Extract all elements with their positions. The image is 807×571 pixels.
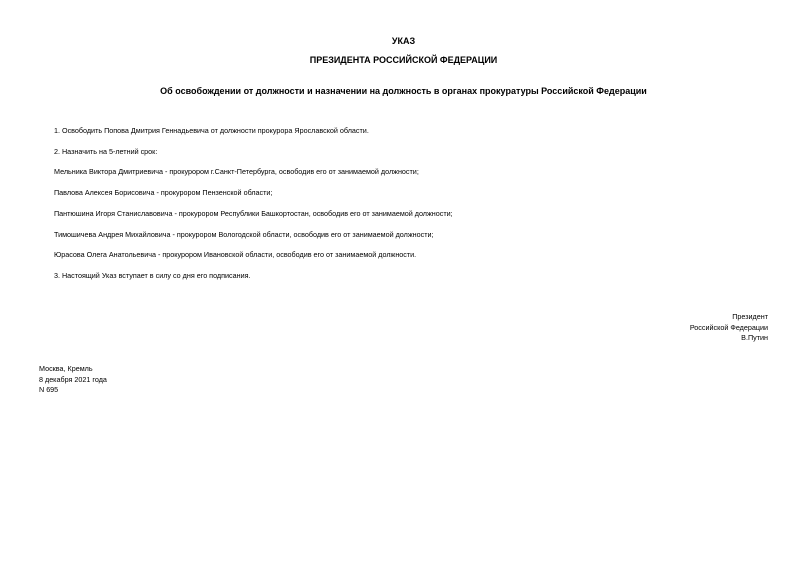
paragraph-appoint-pantyushin: Пантюшина Игоря Станиславовича - прокурором Республики Башкортостан, освободив его от занимаемой должности; [54, 209, 453, 218]
paragraph-appoint-timoshichev: Тимошичева Андрея Михайловича - прокурором Вологодской области, освободив его от занимаемой должности; [54, 230, 434, 239]
paragraph-effective: 3. Настоящий Указ вступает в силу со дня его подписания. [54, 271, 251, 280]
place-date-block [39, 364, 107, 396]
decree-subject: Об освобождении от должности и назначении на должность в органах прокуратуры Российской Федерации [160, 86, 647, 96]
decree-issuer: ПРЕЗИДЕНТА РОССИЙСКОЙ ФЕДЕРАЦИИ [309, 55, 498, 65]
signature-country: Российской Федерации [689, 322, 768, 332]
paragraph-appoint-pavlov: Павлова Алексея Борисовича - прокурором Пензенской области; [54, 188, 273, 197]
signature-block [690, 312, 768, 344]
paragraph-appoint-melnik: Мельника Виктора Дмитриевича - прокурором г.Санкт-Петербурга, освободив его от занимаемой должности; [54, 167, 419, 176]
decree-number: N 695 [39, 385, 59, 394]
signature-name: В.Путин [741, 333, 768, 342]
signature-position: Президент [732, 312, 768, 321]
signing-place: Москва, Кремль [39, 364, 93, 373]
paragraph-release-popov: 1. Освободить Попова Дмитрия Геннадьевича от должности прокурора Ярославской области. [54, 126, 369, 135]
paragraph-appoint-yurasov: Юрасова Олега Анатольевича - прокурором Ивановской области, освободив его от занимаемой должности. [54, 250, 417, 259]
signing-date: 8 декабря 2021 года [39, 374, 107, 384]
paragraph-appoint-intro: 2. Назначить на 5-летний срок: [54, 147, 158, 156]
decree-title: УКАЗ [391, 36, 416, 46]
